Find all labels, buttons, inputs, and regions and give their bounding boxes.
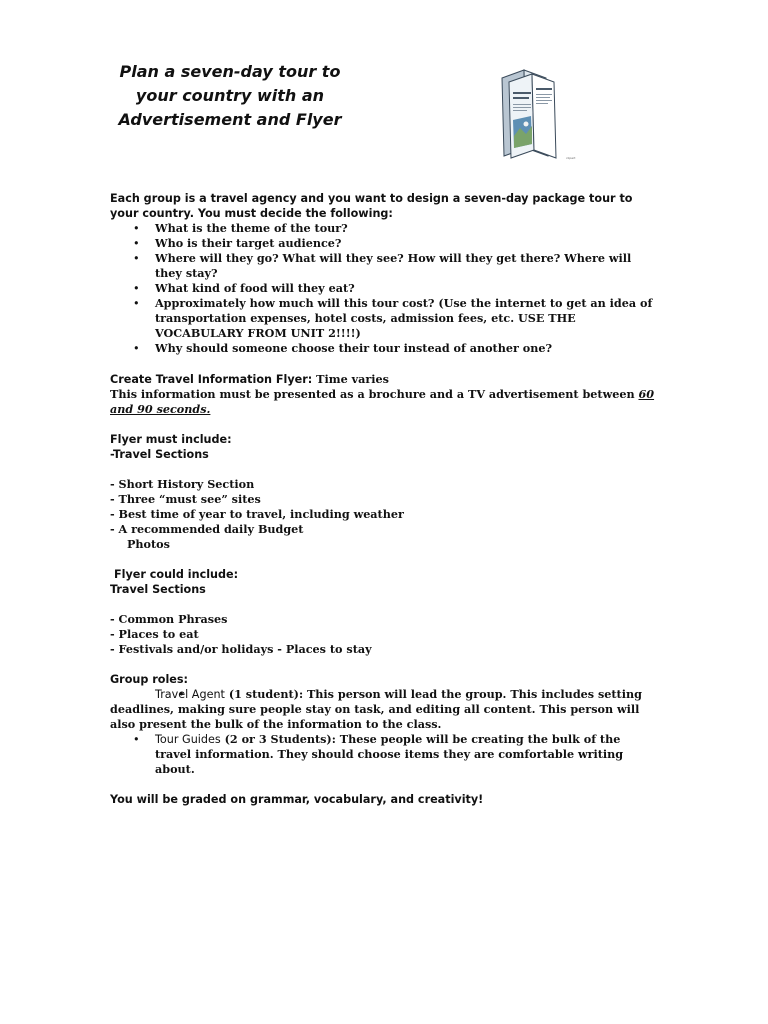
flyer-heading-line (110, 372, 660, 387)
group-roles-heading: Group roles: (110, 673, 189, 686)
title-line-3: Advertisement and Flyer (118, 110, 342, 129)
list-item: • Who is their target audience? (110, 236, 660, 251)
could-include-item: - Festivals and/or holidays - Places to stay (110, 642, 372, 656)
flyer-body (110, 387, 660, 417)
flyer-body-text: This information must be presented as a brochure and a TV advertisement between (110, 387, 639, 401)
could-include-item: - Common Phrases (110, 612, 228, 626)
must-include-heading: Flyer must include: (110, 433, 232, 446)
role-text: (2 or 3 Students): These people will be creating the bulk of the travel information. They should choose items they are comfortable writing about. (155, 732, 624, 776)
could-include-heading: Flyer could include: (114, 568, 239, 581)
role-travel-agent (110, 687, 660, 732)
image-caption: clipart (566, 156, 576, 160)
flyer-time: Time varies (312, 372, 389, 386)
page-title (110, 60, 350, 132)
question-list (110, 221, 660, 356)
must-include-item: - Best time of year to travel, including weather (110, 507, 404, 521)
list-item: • Where will they go? What will they see? How will they get there? Where will they stay? (110, 251, 660, 281)
flyer-heading: Create Travel Information Flyer: (110, 373, 313, 386)
must-include-sections: -Travel Sections (110, 448, 209, 461)
role-label: Tour Guides (155, 733, 221, 746)
must-include-photos: Photos (127, 537, 170, 551)
could-include-item: - Places to eat (110, 627, 199, 641)
document-body (110, 191, 660, 807)
role-label: Travel Agent (155, 688, 225, 701)
intro-line-2: your country. You must decide the following: (110, 207, 393, 220)
must-include-item: - Three “must see” sites (110, 492, 261, 506)
could-include-sections: Travel Sections (110, 583, 206, 596)
title-line-2: your country with an (135, 86, 325, 105)
must-include-item: - Short History Section (110, 477, 255, 491)
list-item: • What is the theme of the tour? (110, 221, 660, 236)
list-item: • What kind of food will they eat? (110, 281, 660, 296)
title-line-1: Plan a seven-day tour to (119, 62, 341, 81)
intro-line-1: Each group is a travel agency and you want to design a seven-day package tour to (110, 192, 633, 205)
role-tour-guides (110, 732, 660, 777)
grading-note: You will be graded on grammar, vocabulary, and creativity! (110, 793, 484, 806)
role-text: (1 student): This person will lead the group. This includes setting deadlines, making sure people stay on task, and editing all content. This person will also present the bulk of the information to the class. (110, 687, 642, 731)
group-roles-list (110, 687, 660, 777)
flyer-duration: 60 and 90 seconds. (110, 387, 655, 416)
brochure-icon (474, 64, 586, 162)
list-item: • Why should someone choose their tour instead of another one? (110, 341, 660, 356)
must-include-item: - A recommended daily Budget (110, 522, 304, 536)
list-item: • Approximately how much will this tour cost? (Use the internet to get an idea of transportation expenses, hotel costs, admission fees, etc. USE THE VOCABULARY FROM UNIT 2!!!!) (110, 296, 660, 341)
